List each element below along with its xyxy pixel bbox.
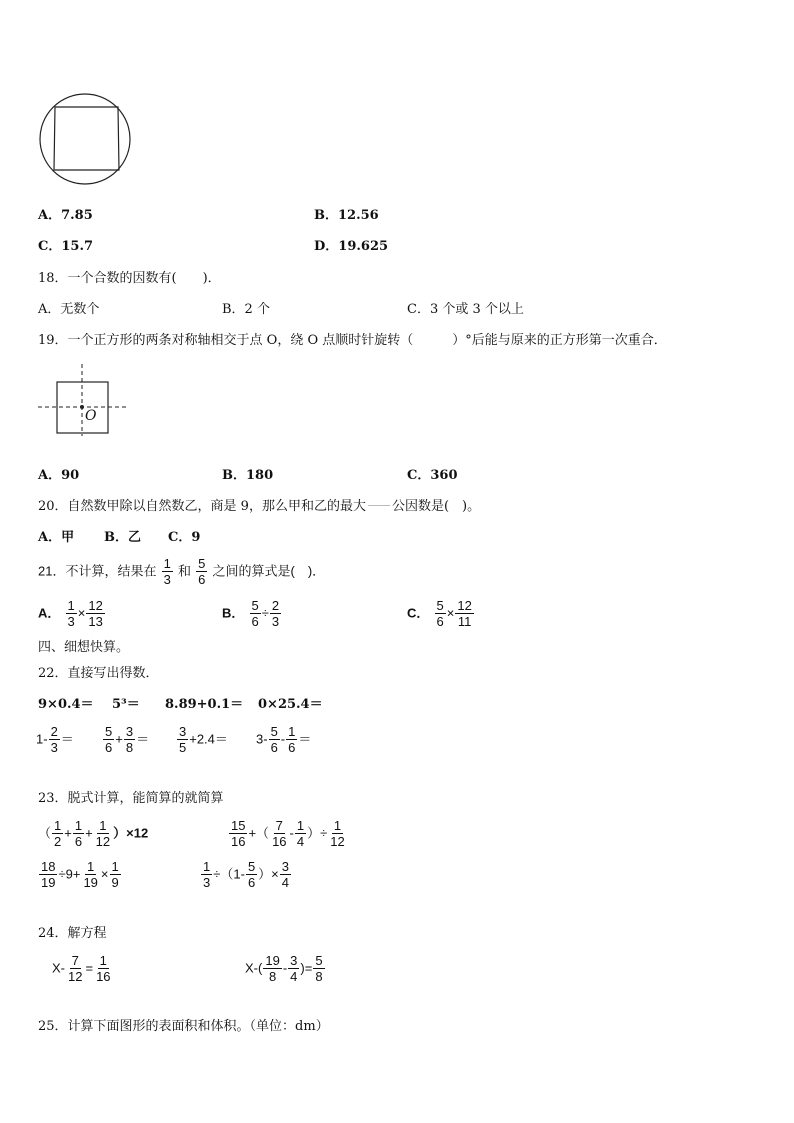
q21-option-a[interactable]: A． $\frac{1}{3}$ × $\frac{12}{13}$ — [38, 598, 103, 629]
fraction: $\frac{5}{6}$ — [198, 556, 206, 587]
option-letter: D． — [314, 239, 339, 254]
option-text: 12.56 — [338, 208, 379, 223]
option-text: 7.85 — [61, 208, 93, 223]
q22-item-8: 3- $\frac{5}{6}$ - $\frac{1}{6}$ ＝ — [256, 724, 312, 755]
q17-option-b[interactable] — [314, 208, 379, 224]
q17-option-c[interactable] — [38, 239, 93, 255]
q23-expr-2: $\frac{15}{16}$ +（ $\frac{7}{16}$ - $\frac{1}{4}$ ）÷ $\frac{1}{12}$ — [231, 818, 345, 849]
q17-option-a[interactable] — [38, 208, 93, 224]
option-text: 19.625 — [338, 239, 389, 254]
q22-item-6: $\frac{5}{6}$ + $\frac{3}{8}$ ＝ — [105, 724, 150, 755]
q25-stem: 25．计算下面图形的表面积和体积。（单位：dm） — [38, 1019, 329, 1034]
q22-item-4: 0×25.4＝ — [258, 697, 323, 712]
q20-stem — [38, 499, 480, 515]
q21-option-b[interactable]: B． $\frac{5}{6}$ ÷ $\frac{2}{3}$ — [222, 598, 280, 629]
q20-stem-part1: 20．自然数甲除以自然数乙，商是 9，那么甲和乙的最大 — [38, 499, 366, 514]
q22-item-2: 5³＝ — [112, 697, 140, 712]
q17-option-d[interactable] — [314, 239, 388, 255]
q23-expr-1: （ $\frac{1}{2}$ + $\frac{1}{6}$ + $\frac{1}{12}$ ）×12 — [38, 818, 149, 849]
q24-stem: 24．解方程 — [38, 926, 107, 941]
q23-stem: 23．脱式计算，能简算的就简算 — [38, 791, 224, 806]
option-letter: A． — [38, 208, 62, 223]
q19-option-a[interactable]: A．90 — [38, 468, 80, 483]
q23-expr-4: $\frac{1}{3}$ ÷（1- $\frac{5}{6}$ ）× $\frac{3}{4}$ — [203, 859, 289, 890]
q22-item-7: $\frac{3}{5}$ +2.4＝ — [179, 724, 228, 755]
q23-expr-3: $\frac{18}{19}$ ÷9+ $\frac{1}{19}$ × $\frac{1}{9}$ — [41, 859, 119, 890]
q20-stem-part2: 公因数是( )。 — [391, 499, 481, 514]
option-letter: B． — [314, 208, 338, 223]
q21-suffix: 之间的算式是( )． — [212, 563, 326, 579]
point-o-label: O — [85, 408, 97, 424]
option-text: 15.7 — [61, 239, 94, 254]
q22-stem: 22．直接写出得数． — [38, 666, 159, 681]
option-letter: C． — [38, 239, 62, 254]
q21-option-c[interactable]: C． $\frac{5}{6}$ × $\frac{12}{11}$ — [407, 598, 472, 629]
circle-square-figure — [38, 92, 133, 187]
q21-prefix: 21．不计算，结果在 — [38, 563, 157, 579]
q22-item-3: 8.89+0.1＝ — [165, 697, 244, 712]
equation-2: X-( $\frac{19}{8}$ - $\frac{3}{4}$ )= $\frac{5}{8}$ — [245, 953, 323, 984]
square-axes-figure — [38, 364, 130, 436]
q19-option-c[interactable]: C．360 — [407, 468, 458, 483]
q22-item-5: 1- $\frac{2}{3}$ ＝ — [36, 724, 74, 755]
q19-stem: 19．一个正方形的两条对称轴相交于点 O，绕 O 点顺时针旋转（ ）°后能与原来的正方形第一次重合． — [38, 333, 667, 348]
q21-stem — [38, 556, 325, 587]
q20-option-c[interactable]: C．9 — [168, 530, 201, 545]
fraction: $\frac{1}{3}$ — [163, 556, 171, 587]
q18-option-b[interactable]: B．2 个 — [222, 302, 270, 317]
q19-option-b[interactable]: B．180 — [222, 468, 274, 483]
q18-option-a[interactable]: A．无数个 — [38, 302, 100, 317]
equation-1: X- $\frac{7}{12}$ = $\frac{1}{16}$ — [52, 953, 111, 984]
q20-option-a[interactable]: A．甲 — [38, 530, 75, 545]
q20-option-b[interactable]: B．乙 — [104, 530, 141, 545]
section-heading: 四、细想快算。 — [38, 640, 130, 655]
q22-item-1: 9×0.4＝ — [38, 697, 94, 712]
q21-mid: 和 — [177, 563, 191, 579]
blank-line — [368, 505, 390, 506]
q18-stem: 18．一个合数的因数有( )． — [38, 271, 221, 286]
q18-option-c[interactable]: C．3 个或 3 个以上 — [407, 302, 524, 317]
